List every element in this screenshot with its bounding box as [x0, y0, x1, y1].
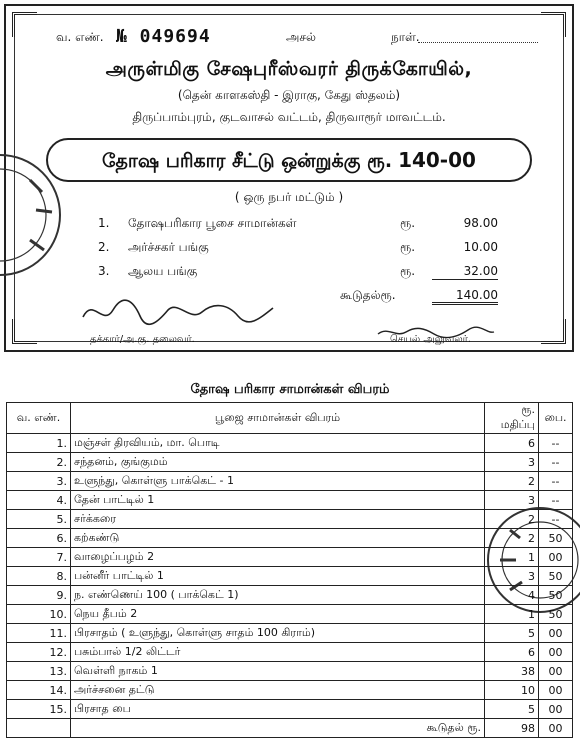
item-number: 1. [98, 216, 110, 230]
cell-rs: 1 [485, 605, 539, 624]
cell-name: சர்க்கரை [71, 510, 485, 529]
cell-ps: 00 [539, 624, 573, 643]
signature-scribble-left [78, 292, 278, 332]
item-amount: 10.00 [463, 240, 498, 254]
table-row [7, 434, 573, 453]
table-row [7, 681, 573, 700]
item-number: 3. [98, 264, 110, 278]
cell-name: ந. எண்ணெய் 100 ( பாக்கெட் 1) [71, 586, 485, 605]
cell-ps: -- [539, 491, 573, 510]
cell-no: 6. [7, 529, 71, 548]
table-row [7, 529, 573, 548]
temple-subtitle: (தென் காளகஸ்தி - இராகு, கேது ஸ்தலம்) [177, 88, 401, 102]
currency-label: ரூ. [400, 216, 416, 230]
cell-no: 8. [7, 567, 71, 586]
banner-text: தோஷ பரிகார சீட்டு ஒன்றுக்கு ரூ. [102, 150, 393, 172]
table-row [7, 662, 573, 681]
table-row [7, 472, 573, 491]
table-row [7, 643, 573, 662]
cell-no: 1. [7, 434, 71, 453]
cell-name: கற்கண்டு [71, 529, 485, 548]
cell-ps: 00 [539, 548, 573, 567]
cell-rs: 3 [485, 491, 539, 510]
serial-number: № 049694 [116, 26, 211, 47]
cell-ps: 00 [539, 643, 573, 662]
col-header-rs-label: ரூ. [521, 403, 535, 416]
cell-name: பிரசாத பை [71, 700, 485, 719]
total-spacer [7, 719, 71, 738]
cell-rs: 3 [485, 453, 539, 472]
cell-name: பிரசாதம் ( உளுந்து, கொள்ளு சாதம் 100 கிராம்) [71, 624, 485, 643]
total-label: கூடுதல் ரூ. [71, 719, 485, 738]
corner-ornament [541, 12, 566, 37]
original-label: அசல் [286, 30, 316, 44]
col-header-ps: பை. [539, 403, 573, 434]
cell-name: பன்னீர் பாட்டில் 1 [71, 567, 485, 586]
cell-ps: 00 [539, 700, 573, 719]
cell-rs: 5 [485, 624, 539, 643]
currency-label: ரூ. [400, 264, 416, 278]
item-label: ஆலய பங்கு [128, 264, 198, 278]
cell-rs: 38 [485, 662, 539, 681]
date-label: நாள். [391, 30, 420, 44]
cell-no: 4. [7, 491, 71, 510]
col-header-no: வ. எண். [7, 403, 71, 434]
trustee-signature-label: தக்கார்/அ.கு. தலைவர். [90, 334, 195, 345]
cell-rs: 2 [485, 529, 539, 548]
list-item [98, 260, 518, 284]
cell-ps: 00 [539, 681, 573, 700]
banner-amount: 140-00 [398, 148, 476, 172]
total-rs: 98 [485, 719, 539, 738]
table-total-row [7, 719, 573, 738]
cell-no: 5. [7, 510, 71, 529]
item-label: தோஷபரிகார பூசை சாமான்கள் [128, 216, 297, 230]
materials-table [6, 402, 573, 738]
item-amount: 98.00 [463, 216, 498, 230]
cell-name: சந்தனம், குங்குமம் [71, 453, 485, 472]
table-row [7, 605, 573, 624]
cell-no: 14. [7, 681, 71, 700]
cell-ps: -- [539, 510, 573, 529]
col-header-rs [485, 403, 539, 434]
total-label: கூடுதல்ரூ. [340, 288, 396, 302]
materials-table-title: தோஷ பரிகார சாமான்கள் விபரம் [190, 382, 390, 397]
table-row [7, 510, 573, 529]
table-row [7, 700, 573, 719]
officer-signature-label: செயல் அலுவலர். [390, 334, 472, 345]
table-row [7, 624, 573, 643]
date-blank-line [418, 42, 538, 43]
cell-name: வாழைப்பழம் 2 [71, 548, 485, 567]
table-row [7, 548, 573, 567]
cell-rs: 5 [485, 700, 539, 719]
total-ps: 00 [539, 719, 573, 738]
cell-ps: -- [539, 453, 573, 472]
list-item [98, 212, 518, 236]
cell-ps: 50 [539, 567, 573, 586]
receipt-header-row [56, 28, 542, 52]
cell-no: 10. [7, 605, 71, 624]
cell-rs: 2 [485, 472, 539, 491]
serial-prefix: வ. எண். [56, 30, 104, 44]
total-amount: 140.00 [432, 288, 498, 305]
cell-no: 3. [7, 472, 71, 491]
cell-rs: 2 [485, 510, 539, 529]
temple-name: அருள்மிகு சேஷபுரீஸ்வரர் திருக்கோயில், [105, 58, 473, 80]
cell-no: 9. [7, 586, 71, 605]
corner-ornament [541, 319, 566, 344]
cell-name: உளுந்து, கொள்ளு பாக்கெட் - 1 [71, 472, 485, 491]
cell-name: தேன் பாட்டில் 1 [71, 491, 485, 510]
per-person-note: ( ஒரு நபர் மட்டும் ) [234, 190, 344, 204]
cell-name: மஞ்சள் திரவியம், மா. பொடி [71, 434, 485, 453]
item-number: 2. [98, 240, 110, 254]
cell-name: பசும்பால் 1/2 லிட்டர் [71, 643, 485, 662]
col-header-rate-label: மதிப்பு [500, 418, 535, 431]
table-row [7, 567, 573, 586]
cell-rs: 6 [485, 434, 539, 453]
cell-name: நெய தீபம் 2 [71, 605, 485, 624]
cell-rs: 3 [485, 567, 539, 586]
price-banner [46, 138, 532, 182]
table-row [7, 453, 573, 472]
list-item [98, 236, 518, 260]
cell-rs: 6 [485, 643, 539, 662]
item-label: அர்ச்சகர் பங்கு [128, 240, 209, 254]
seal-stamp-left [0, 140, 70, 290]
table-row [7, 586, 573, 605]
corner-ornament [12, 319, 37, 344]
cell-name: அர்ச்சனை தட்டு [71, 681, 485, 700]
table-row [7, 491, 573, 510]
temple-address: திருப்பாம்புரம், குடவாசல் வட்டம், திருவாரூர் மாவட்டம். [132, 110, 446, 124]
cell-rs: 4 [485, 586, 539, 605]
cell-no: 13. [7, 662, 71, 681]
currency-label: ரூ. [400, 240, 416, 254]
cell-ps: 50 [539, 529, 573, 548]
col-header-name: பூஜை சாமான்கள் விபரம் [71, 403, 485, 434]
cell-ps: 00 [539, 662, 573, 681]
cell-ps: -- [539, 472, 573, 491]
cell-ps: 50 [539, 586, 573, 605]
cell-no: 12. [7, 643, 71, 662]
cell-ps: -- [539, 434, 573, 453]
cell-no: 7. [7, 548, 71, 567]
cell-rs: 1 [485, 548, 539, 567]
cell-ps: 50 [539, 605, 573, 624]
item-amount: 32.00 [432, 264, 498, 280]
cell-rs: 10 [485, 681, 539, 700]
receipt-ticket [4, 4, 574, 352]
corner-ornament [12, 12, 37, 37]
cell-no: 11. [7, 624, 71, 643]
table-header-row [7, 403, 573, 434]
cell-name: வெள்ளி நாகம் 1 [71, 662, 485, 681]
cell-no: 15. [7, 700, 71, 719]
cell-no: 2. [7, 453, 71, 472]
